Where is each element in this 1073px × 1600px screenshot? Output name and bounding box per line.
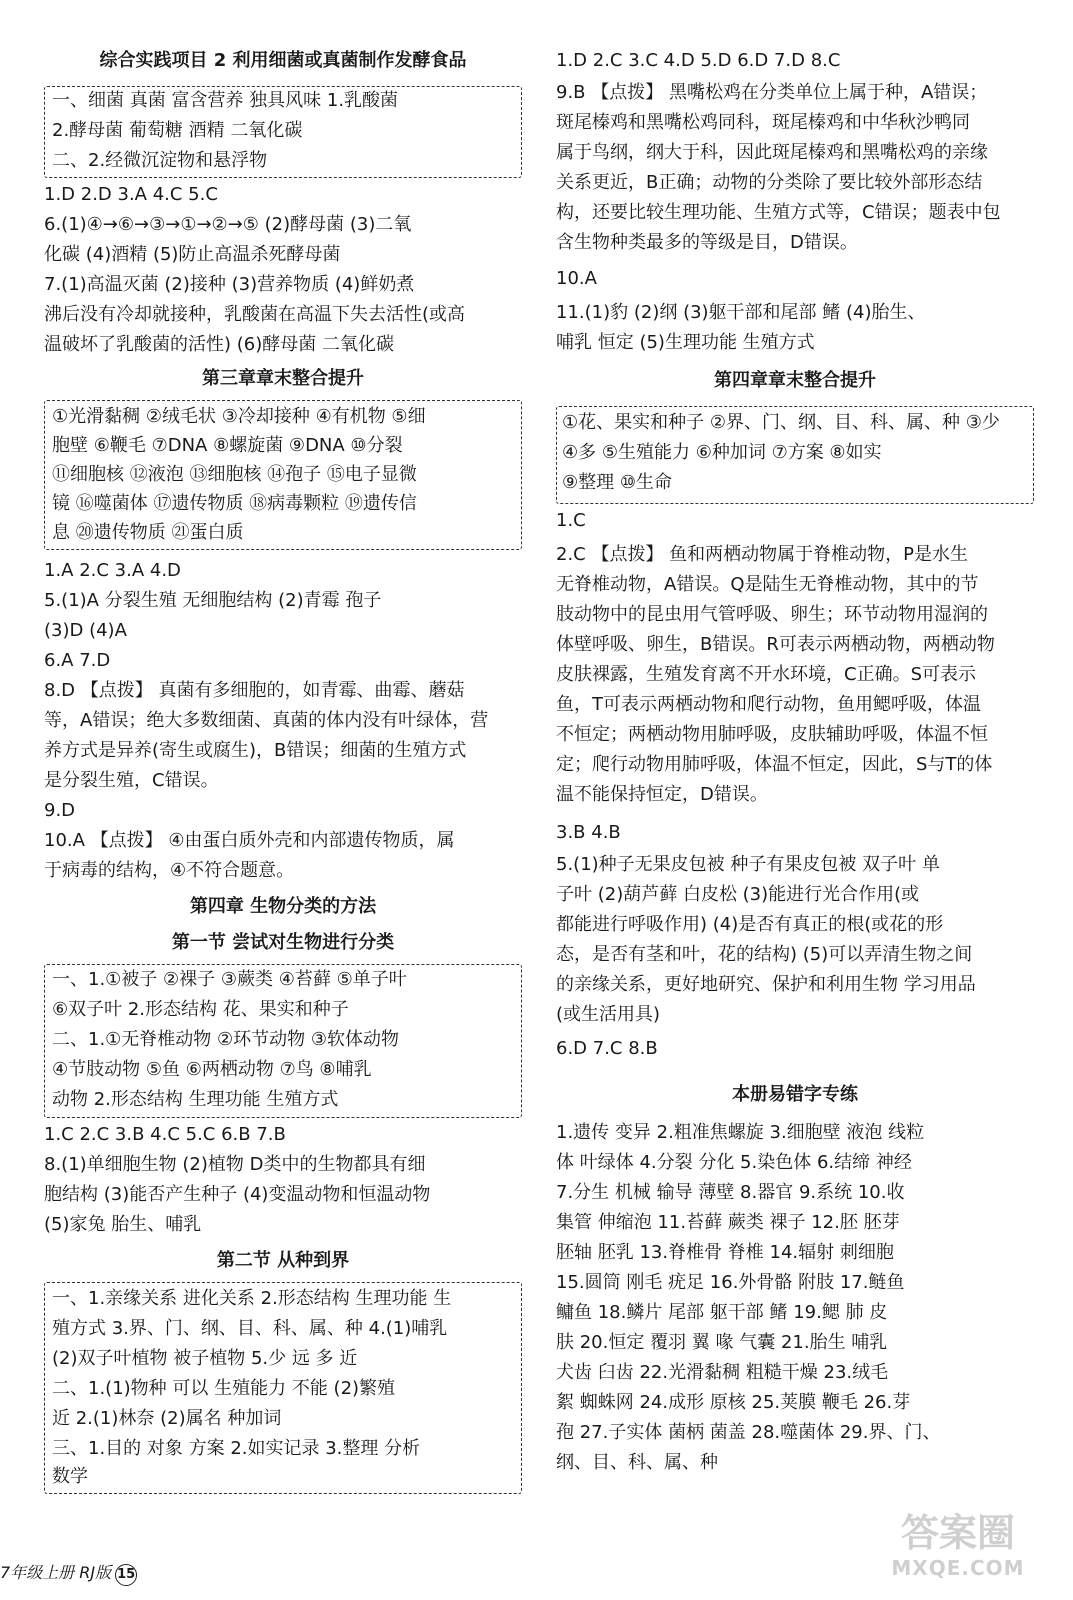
- text-line: 11.(1)豹 (2)纲 (3)躯干部和尾部 鳍 (4)胎生、: [556, 302, 926, 323]
- section-heading: 第二节 从种到界: [216, 1250, 350, 1271]
- section-heading: 第一节 尝试对生物进行分类: [171, 932, 395, 953]
- text-line: 是分裂生殖，C错误。: [44, 770, 219, 791]
- section-heading: 本册易错字专练: [732, 1084, 858, 1105]
- text-line: 皮肤裸露，生殖发育离不开水环境，C正确。S可表示: [556, 664, 976, 685]
- text-line: (或生活用具): [556, 1004, 661, 1025]
- text-line: 胞结构 (3)能否产生种子 (4)变温动物和恒温动物: [44, 1184, 431, 1205]
- text-line: 哺乳 恒定 (5)生理功能 生殖方式: [556, 332, 815, 353]
- text-line: 二、1.(1)物种 可以 生殖能力 不能 (2)繁殖: [52, 1378, 396, 1399]
- text-line: 沸后没有冷却就接种，乳酸菌在高温下失去活性(或高: [44, 304, 466, 325]
- text-line: 体壁呼吸、卵生，B错误。R可表示两栖动物，两栖动物: [556, 634, 995, 655]
- footer-label: 7年级上册 RJ版: [0, 1563, 112, 1582]
- text-line: 鳙鱼 18.鳞片 尾部 躯干部 鳍 19.鳃 肺 皮: [556, 1302, 888, 1323]
- text-line: 15.圆筒 刚毛 疣足 16.外骨骼 附肢 17.鲢鱼: [556, 1272, 905, 1293]
- text-line: 3.B 4.B: [556, 822, 621, 843]
- text-line: 属于鸟纲，纲大于科，因此斑尾榛鸡和黑嘴松鸡的亲缘: [556, 142, 988, 163]
- section-heading: 第三章章末整合提升: [202, 368, 364, 389]
- text-line: 集管 伸缩泡 11.苔藓 蕨类 裸子 12.胚 胚芽: [556, 1212, 900, 1233]
- text-line: 数学: [52, 1466, 88, 1487]
- text-line: 无脊椎动物，A错误。Q是陆生无脊椎动物，其中的节: [556, 574, 979, 595]
- text-line: 1.遗传 变异 2.粗准焦螺旋 3.细胞壁 液泡 线粒: [556, 1122, 925, 1143]
- text-line: 胞壁 ⑥鞭毛 ⑦DNA ⑧螺旋菌 ⑨DNA ⑩分裂: [52, 435, 403, 456]
- text-line: 三、1.目的 对象 方案 2.如实记录 3.整理 分析: [52, 1438, 421, 1459]
- text-line: 一、细菌 真菌 富含营养 独具风味 1.乳酸菌: [52, 90, 399, 111]
- text-line: 6.A 7.D: [44, 650, 111, 671]
- text-line: 鱼，T可表示两栖动物和爬行动物，鱼用鳃呼吸，体温: [556, 694, 981, 715]
- text-line: 6.D 7.C 8.B: [556, 1038, 658, 1059]
- text-line: ⑨整理 ⑩生命: [562, 472, 672, 493]
- chapter-heading: 第四章 生物分类的方法: [189, 896, 377, 917]
- page-footer: [0, 1560, 137, 1586]
- text-line: 动物 2.形态结构 生理功能 生殖方式: [52, 1089, 339, 1110]
- text-line: 息 ⑳遗传物质 ㉑蛋白质: [52, 522, 244, 543]
- text-line: 10.A: [556, 268, 597, 289]
- text-line: 1.C: [556, 510, 586, 531]
- text-line: (5)家兔 胎生、哺乳: [44, 1214, 202, 1235]
- text-line: 絮 蜘蛛网 24.成形 原核 25.荚膜 鞭毛 26.芽: [556, 1392, 911, 1413]
- text-line: 于病毒的结构，④不符合题意。: [44, 860, 295, 881]
- text-line: 含生物种类最多的等级是目，D错误。: [556, 232, 858, 253]
- text-line: 的亲缘关系，更好地研究、保护和利用生物 学习用品: [556, 974, 976, 995]
- text-line: 5.(1)A 分裂生殖 无细胞结构 (2)青霉 孢子: [44, 590, 382, 611]
- text-line: 斑尾榛鸡和黑嘴松鸡同科，斑尾榛鸡和中华秋沙鸭同: [556, 112, 970, 133]
- text-line: (2)双子叶植物 被子植物 5.少 远 多 近: [52, 1348, 358, 1369]
- text-line: 1.C 2.C 3.B 4.C 5.C 6.B 7.B: [44, 1124, 286, 1145]
- text-line: 温破坏了乳酸菌的活性) (6)酵母菌 二氧化碳: [44, 334, 394, 355]
- text-line: 镜 ⑯噬菌体 ⑰遗传物质 ⑱病毒颗粒 ⑲遗传信: [52, 493, 417, 514]
- text-line: 一、1.亲缘关系 进化关系 2.形态结构 生理功能 生: [52, 1288, 452, 1309]
- text-line: 不恒定；两栖动物用肺呼吸，皮肤辅助呼吸，体温不恒: [556, 724, 988, 745]
- text-line: 8.(1)单细胞生物 (2)植物 D类中的生物都具有细: [44, 1154, 426, 1175]
- text-line: 肤 20.恒定 覆羽 翼 喙 气囊 21.胎生 哺乳: [556, 1332, 888, 1353]
- text-line: ④节肢动物 ⑤鱼 ⑥两栖动物 ⑦鸟 ⑧哺乳: [52, 1059, 372, 1080]
- text-line: 7.(1)高温灭菌 (2)接种 (3)营养物质 (4)鲜奶煮: [44, 274, 415, 295]
- text-line: ⑥双子叶 2.形态结构 花、果实和种子: [52, 999, 349, 1020]
- text-line: 都能进行呼吸作用) (4)是否有真正的根(或花的形: [556, 914, 944, 935]
- text-line: 1.D 2.D 3.A 4.C 5.C: [44, 184, 218, 205]
- text-line: 子叶 (2)葫芦藓 白皮松 (3)能进行光合作用(或: [556, 884, 920, 905]
- text-line: 等，A错误；绝大多数细菌、真菌的体内没有叶绿体，营: [44, 710, 489, 731]
- text-line: 一、1.①被子 ②裸子 ③蕨类 ④苔藓 ⑤单子叶: [52, 969, 407, 990]
- text-line: 关系更近，B正确；动物的分类除了要比较外部形态结: [556, 172, 983, 193]
- text-line: 体 叶绿体 4.分裂 分化 5.染色体 6.结缔 神经: [556, 1152, 912, 1173]
- text-line: 胚轴 胚乳 13.脊椎骨 脊椎 14.辐射 刺细胞: [556, 1242, 894, 1263]
- text-line: ④多 ⑤生殖能力 ⑥种加词 ⑦方案 ⑧如实: [562, 442, 882, 463]
- text-line: 犬齿 臼齿 22.光滑黏稠 粗糙干燥 23.绒毛: [556, 1362, 889, 1383]
- text-line: 9.B 【点拨】 黑嘴松鸡在分类单位上属于种，A错误；: [556, 82, 988, 103]
- text-line: 1.A 2.C 3.A 4.D: [44, 560, 181, 581]
- text-line: 1.D 2.C 3.C 4.D 5.D 6.D 7.D 8.C: [556, 50, 841, 71]
- watermark: [883, 1510, 1033, 1590]
- text-line: 8.D 【点拨】 真菌有多细胞的，如青霉、曲霉、蘑菇: [44, 680, 465, 701]
- text-line: ①花、果实和种子 ②界、门、纲、目、科、属、种 ③少: [562, 412, 1000, 433]
- text-line: 7.分生 机械 输导 薄壁 8.器官 9.系统 10.收: [556, 1182, 905, 1203]
- text-line: 定；爬行动物用肺呼吸，体温不恒定，因此，S与T的体: [556, 754, 993, 775]
- text-line: 化碳 (4)酒精 (5)防止高温杀死酵母菌: [44, 244, 341, 265]
- text-line: 10.A 【点拨】 ④由蛋白质外壳和内部遗传物质，属: [44, 830, 455, 851]
- text-line: 纲、目、科、属、种: [556, 1452, 718, 1473]
- watermark-url: MXQE.COM: [891, 1556, 1025, 1580]
- text-line: 2.酵母菌 葡萄糖 酒精 二氧化碳: [52, 120, 303, 141]
- section-heading: 第四章章末整合提升: [714, 370, 876, 391]
- text-line: 温不能保持恒定，D错误。: [556, 784, 768, 805]
- text-line: ①光滑黏稠 ②绒毛状 ③冷却接种 ④有机物 ⑤细: [52, 406, 426, 427]
- text-line: 肢动物中的昆虫用气管呼吸、卵生；环节动物用湿润的: [556, 604, 988, 625]
- watermark-title: 答案圈: [900, 1511, 1015, 1555]
- text-line: 近 2.(1)林奈 (2)属名 种加词: [52, 1408, 282, 1429]
- text-line: 6.(1)④→⑥→③→①→②→⑤ (2)酵母菌 (3)二氧: [44, 214, 412, 235]
- text-line: (3)D (4)A: [44, 620, 127, 641]
- text-line: 态，是否有茎和叶，花的结构) (5)可以弄清生物之间: [556, 944, 973, 965]
- text-line: 殖方式 3.界、门、纲、目、科、属、种 4.(1)哺乳: [52, 1318, 448, 1339]
- text-line: 9.D: [44, 800, 76, 821]
- text-line: ⑪细胞核 ⑫液泡 ⑬细胞核 ⑭孢子 ⑮电子显微: [52, 464, 417, 485]
- text-line: 二、1.①无脊椎动物 ②环节动物 ③软体动物: [52, 1029, 400, 1050]
- text-line: 2.C 【点拨】 鱼和两栖动物属于脊椎动物，P是水生: [556, 544, 969, 565]
- page-number: 15: [115, 1564, 137, 1586]
- text-line: 养方式是异养(寄生或腐生)，B错误；细菌的生殖方式: [44, 740, 467, 761]
- text-line: 构，还要比较生理功能、生殖方式等，C错误；题表中包: [556, 202, 1001, 223]
- text-line: 孢 27.子实体 菌柄 菌盖 28.噬菌体 29.界、门、: [556, 1422, 941, 1443]
- text-line: 5.(1)种子无果皮包被 种子有果皮包被 双子叶 单: [556, 854, 940, 875]
- section-heading: 综合实践项目 2 利用细菌或真菌制作发酵食品: [99, 50, 467, 71]
- text-line: 二、2.经微沉淀物和悬浮物: [52, 150, 268, 171]
